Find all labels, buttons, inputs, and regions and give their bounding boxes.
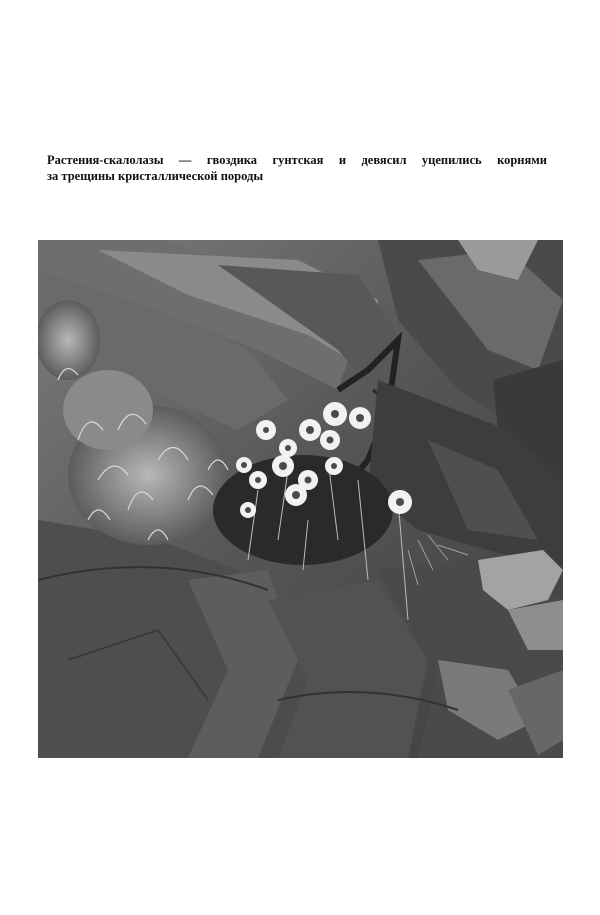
photo-illustration (38, 240, 563, 758)
caption-line-2: за трещины кристаллической породы (47, 169, 264, 183)
figure-caption (47, 152, 547, 184)
caption-line-1: Растения-скалолазы — гвоздика гунтская и девясил уцепились корнями (47, 153, 547, 167)
rock-plants-photo (38, 240, 563, 758)
